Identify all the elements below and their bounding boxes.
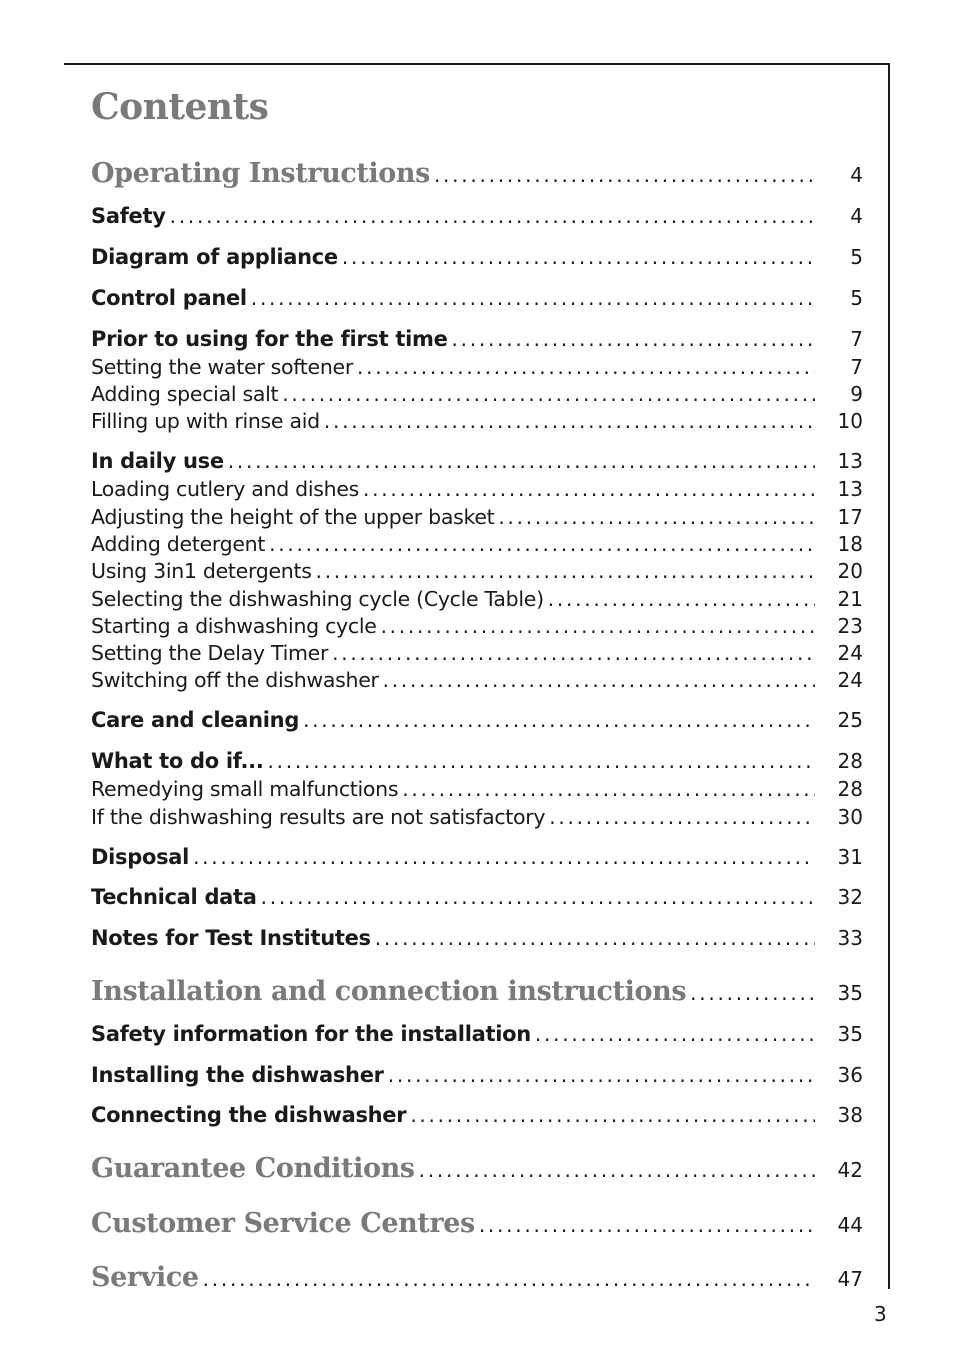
toc-entry-page: 35 [837, 981, 863, 1005]
leader-dots [269, 532, 815, 556]
toc-entry-page: 9 [850, 382, 863, 406]
toc-entry-switching-off[interactable] [91, 668, 863, 692]
toc-entry-title: Connecting the dishwasher [91, 1103, 407, 1127]
top-rule [64, 63, 890, 65]
leader-dots [410, 1103, 815, 1127]
toc-entry-page: 5 [850, 286, 863, 310]
toc-entry-safety[interactable] [91, 204, 863, 228]
toc-entry-connecting[interactable] [91, 1103, 863, 1127]
toc-entry-title: Care and cleaning [91, 708, 300, 732]
toc-entry-title: Adjusting the height of the upper basket [91, 505, 495, 529]
leader-dots [363, 477, 815, 501]
leader-dots [402, 777, 815, 801]
toc-entry-test-institutes[interactable] [91, 926, 863, 950]
toc-entry-cycle-table[interactable] [91, 587, 863, 611]
toc-entry-title: Loading cutlery and dishes [91, 477, 360, 501]
toc-entry-title: Disposal [91, 845, 190, 869]
leader-dots [282, 382, 815, 406]
toc-entry-what-to-do[interactable] [91, 749, 863, 773]
toc-entry-title: Safety information for the installation [91, 1022, 531, 1046]
toc-entry-installation-safety[interactable] [91, 1022, 863, 1046]
toc-entry-title: Control panel [91, 286, 247, 310]
leader-dots [261, 885, 815, 909]
page-number: 3 [874, 1302, 887, 1326]
toc-entry-page: 44 [837, 1213, 863, 1237]
toc-entry-page: 33 [837, 926, 863, 950]
toc-entry-installing[interactable] [91, 1063, 863, 1087]
toc-entry-title: What to do if... [91, 749, 264, 773]
leader-dots [452, 327, 815, 351]
toc-entry-page: 13 [837, 477, 863, 501]
leader-dots [228, 449, 815, 473]
toc-entry-title: Using 3in1 detergents [91, 559, 312, 583]
toc-entry-page: 5 [850, 245, 863, 269]
toc-entry-page: 30 [837, 805, 863, 829]
leader-dots [332, 641, 815, 665]
leader-dots [251, 286, 815, 310]
leader-dots [316, 559, 815, 583]
toc-entry-page: 47 [837, 1267, 863, 1291]
toc-entry-title: Installation and connection instructions [91, 976, 687, 1007]
toc-entry-special-salt[interactable] [91, 382, 863, 406]
toc-entry-title: Prior to using for the first time [91, 327, 448, 351]
toc-entry-title: Guarantee Conditions [91, 1153, 415, 1184]
toc-entry-title: Switching off the dishwasher [91, 668, 379, 692]
toc-entry-page: 7 [850, 355, 863, 379]
toc-entry-page: 35 [837, 1022, 863, 1046]
toc-entry-title: Selecting the dishwashing cycle (Cycle Table) [91, 587, 544, 611]
toc-entry-starting-cycle[interactable] [91, 614, 863, 638]
leader-dots [535, 1022, 815, 1046]
toc-entry-technical-data[interactable] [91, 885, 863, 909]
leader-dots [498, 505, 815, 529]
toc-entry-results[interactable] [91, 805, 863, 829]
toc-entry-in-daily-use[interactable] [91, 449, 863, 473]
toc-entry-title: Filling up with rinse aid [91, 409, 320, 433]
leader-dots [342, 245, 815, 269]
toc-entry-page: 18 [837, 532, 863, 556]
toc-entry-care-cleaning[interactable] [91, 708, 863, 732]
toc-entry-rinse-aid[interactable] [91, 409, 863, 433]
toc-entry-control-panel[interactable] [91, 286, 863, 310]
toc-entry-title: Operating Instructions [91, 158, 430, 189]
toc-entry-page: 31 [837, 845, 863, 869]
toc-entry-title: Diagram of appliance [91, 245, 338, 269]
leader-dots [388, 1063, 815, 1087]
toc-entry-page: 23 [837, 614, 863, 638]
toc-entry-title: If the dishwashing results are not satisfactory [91, 805, 546, 829]
toc-entry-detergent[interactable] [91, 532, 863, 556]
toc-entry-title: Safety [91, 204, 166, 228]
toc-entry-water-softener[interactable] [91, 355, 863, 379]
toc-entry-disposal[interactable] [91, 845, 863, 869]
leader-dots [549, 805, 815, 829]
toc-entry-title: Adding detergent [91, 532, 266, 556]
toc-entry-page: 17 [837, 505, 863, 529]
toc-entry-page: 24 [837, 641, 863, 665]
leader-dots [548, 587, 815, 611]
toc-entry-operating-instructions[interactable] [91, 158, 863, 189]
leader-dots [479, 1213, 815, 1237]
leader-dots [203, 1267, 815, 1291]
toc-entry-title: In daily use [91, 449, 224, 473]
toc-entry-page: 32 [837, 885, 863, 909]
toc-entry-service[interactable] [91, 1262, 863, 1293]
toc-entry-title: Installing the dishwasher [91, 1063, 384, 1087]
toc-entry-loading[interactable] [91, 477, 863, 501]
toc-entry-title: Setting the water softener [91, 355, 353, 379]
toc-entry-page: 13 [837, 449, 863, 473]
leader-dots [434, 163, 815, 187]
toc-entry-guarantee[interactable] [91, 1153, 863, 1184]
toc-entry-page: 24 [837, 668, 863, 692]
leader-dots [690, 981, 815, 1005]
right-rule [888, 63, 890, 1289]
leader-dots [419, 1158, 815, 1182]
toc-entry-delay-timer[interactable] [91, 641, 863, 665]
leader-dots [381, 614, 815, 638]
toc-entry-page: 10 [837, 409, 863, 433]
toc-entry-prior-to-using[interactable] [91, 327, 863, 351]
toc-entry-title: Notes for Test Institutes [91, 926, 371, 950]
toc-entry-page: 36 [837, 1063, 863, 1087]
toc-entry-page: 42 [837, 1158, 863, 1182]
toc-entry-title: Technical data [91, 885, 257, 909]
toc-entry-page: 38 [837, 1103, 863, 1127]
leader-dots [170, 204, 815, 228]
toc-entry-title: Service [91, 1262, 199, 1293]
leader-dots [303, 708, 815, 732]
leader-dots [324, 409, 815, 433]
toc-entry-customer-service[interactable] [91, 1208, 863, 1239]
toc-entry-page: 4 [850, 163, 863, 187]
toc-entry-title: Adding special salt [91, 382, 279, 406]
toc-entry-page: 4 [850, 204, 863, 228]
toc-entry-installation[interactable] [91, 976, 863, 1007]
leader-dots [375, 926, 815, 950]
toc-entry-page: 28 [837, 777, 863, 801]
leader-dots [357, 355, 815, 379]
toc-entry-diagram[interactable] [91, 245, 863, 269]
leader-dots [268, 749, 815, 773]
toc-entry-3in1[interactable] [91, 559, 863, 583]
page-title: Contents [91, 86, 269, 128]
toc-entry-title: Starting a dishwashing cycle [91, 614, 377, 638]
toc-entry-title: Setting the Delay Timer [91, 641, 329, 665]
toc-entry-title: Remedying small malfunctions [91, 777, 399, 801]
toc-entry-page: 7 [850, 327, 863, 351]
toc-entry-upper-basket[interactable] [91, 505, 863, 529]
leader-dots [383, 668, 815, 692]
toc-entry-page: 25 [837, 708, 863, 732]
toc-entry-title: Customer Service Centres [91, 1208, 475, 1239]
toc-entry-malfunctions[interactable] [91, 777, 863, 801]
leader-dots [193, 845, 815, 869]
toc-entry-page: 28 [837, 749, 863, 773]
toc-entry-page: 20 [837, 559, 863, 583]
toc-entry-page: 21 [837, 587, 863, 611]
